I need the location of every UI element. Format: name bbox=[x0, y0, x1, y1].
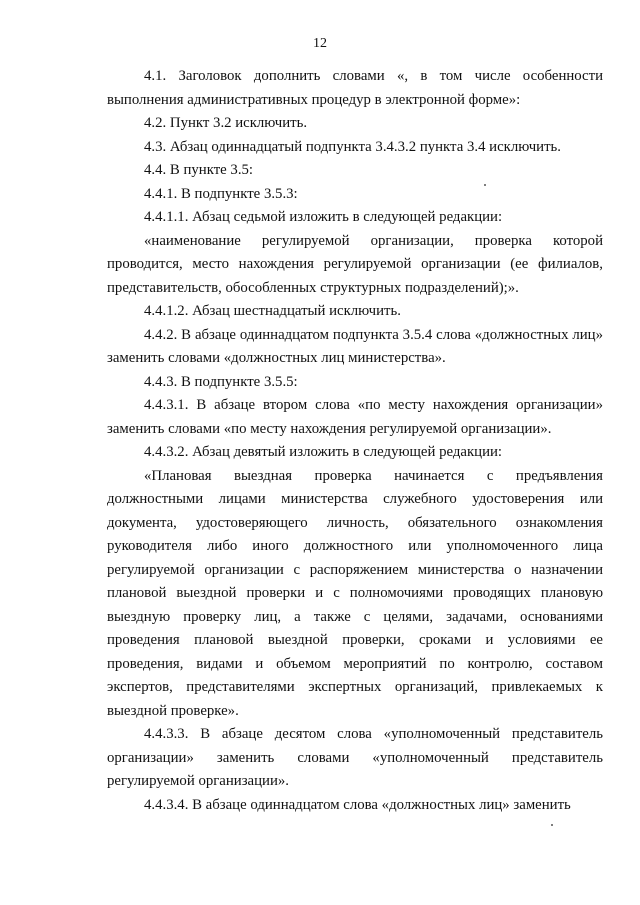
paragraph-4-4-3-4: 4.4.3.4. В абзаце одиннадцатом слова «должностных лиц» заменить bbox=[144, 796, 571, 813]
paragraph-4-3: 4.3. Абзац одиннадцатый подпункта 3.4.3.2 пункта 3.4 исключить. bbox=[144, 138, 561, 155]
paragraph-4-4-3-1: 4.4.3.1. В абзаце втором слова «по месту нахождения организации» заменить словами «по месту нахождения регулируемой организации». bbox=[107, 397, 603, 437]
paragraph-4-4-3-3: 4.4.3.3. В абзаце десятом слова «уполномоченный представитель организации» заменить словами «уполномоченный представитель регулируемой организации». bbox=[107, 726, 603, 789]
document-body bbox=[107, 65, 603, 817]
paragraph-4-2: 4.2. Пункт 3.2 исключить. bbox=[144, 115, 308, 131]
paragraph-4-4: 4.4. В пункте 3.5: bbox=[144, 162, 254, 178]
paragraph-4-4-1-1: 4.4.1.1. Абзац седьмой изложить в следующей редакции: bbox=[144, 209, 503, 225]
paragraph-4-4-1: 4.4.1. В подпункте 3.5.3: bbox=[144, 185, 298, 202]
paragraph-4-4-1-2: 4.4.1.2. Абзац шестнадцатый исключить. bbox=[144, 303, 401, 319]
quoted-text-organization-name: «наименование регулируемой организации, проверка которой проводится, место нахождения регулируемой организации (ее филиалов, представительств, обособленных структурных подразделений);». bbox=[107, 232, 603, 296]
scan-speck bbox=[484, 184, 486, 186]
quoted-text-planned-inspection: «Плановая выездная проверка начинается с предъявления должностными лицами министерства служебного удостоверения или документа, удостоверяющего личность, обязательного ознакомления руководителя либо иного должностного или уполномоченного лица регулируемой организации с распоряжением министерства о назначении плановой выездной проверки и с полномочиями проводящих плановую выездную проверку лиц, а также с целями, задачами, основаниями проведения плановой выездной проверки, сроками и условиями ее проведения, видами и объемом мероприятий по контролю, составом экспертов, представителями экспертных организаций, привлекаемых к выездной проверке». bbox=[107, 467, 603, 719]
page-number: 12 bbox=[313, 36, 327, 51]
scan-speck bbox=[551, 824, 553, 826]
paragraph-4-4-3: 4.4.3. В подпункте 3.5.5: bbox=[144, 373, 298, 390]
paragraph-4-4-2: 4.4.2. В абзаце одиннадцатом подпункта 3.5.4 слова «должностных лиц» заменить словами «должностных лиц министерства». bbox=[107, 326, 603, 366]
paragraph-4-4-3-2: 4.4.3.2. Абзац девятый изложить в следующей редакции: bbox=[144, 444, 503, 460]
paragraph-4-1: 4.1. Заголовок дополнить словами «, в том числе особенности выполнения административных процедур в электронной форме»: bbox=[107, 68, 603, 108]
